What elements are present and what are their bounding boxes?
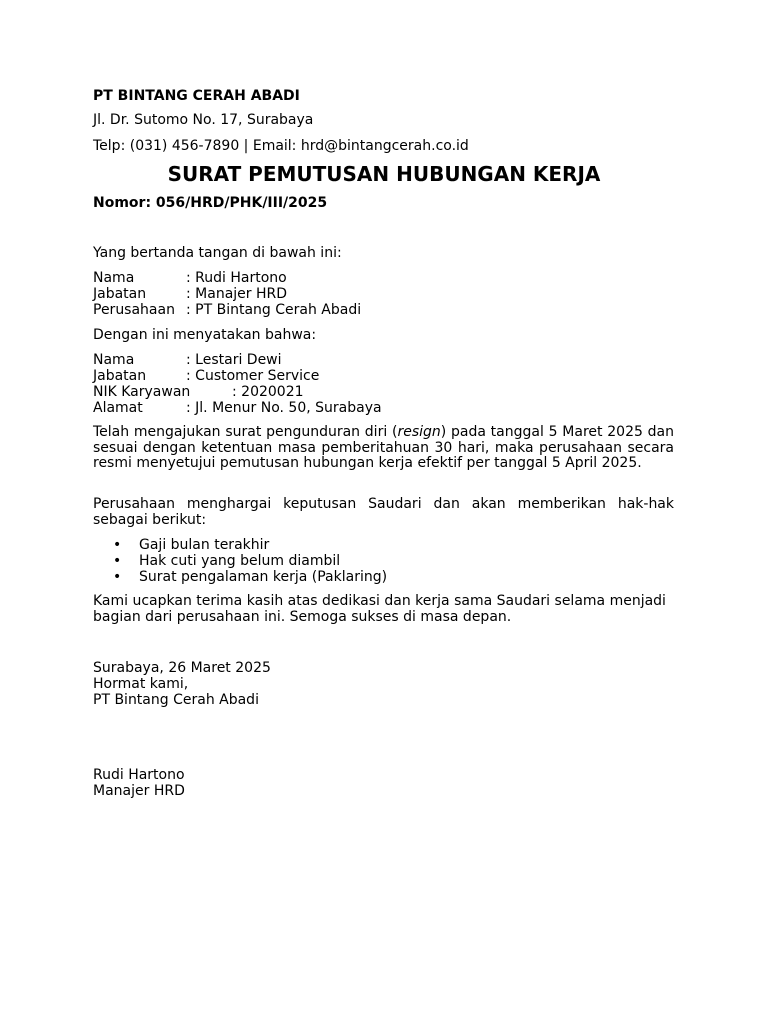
employee-position-label: Jabatan: [93, 368, 147, 384]
signer-company-value: : PT Bintang Cerah Abadi: [186, 302, 362, 318]
signer-name-value: : Rudi Hartono: [186, 270, 287, 286]
resignation-text-before: Telah mengajukan surat pengunduran diri (: [93, 424, 398, 440]
resignation-paragraph: [93, 425, 674, 472]
resignation-text-italic: resign: [397, 424, 441, 440]
signer-company-label: Perusahaan: [93, 302, 175, 318]
benefit-text: Gaji bulan terakhir: [139, 537, 270, 553]
signer-name-label: Nama: [93, 270, 135, 286]
letter-number: Nomor: 056/HRD/PHK/III/2025: [93, 195, 328, 211]
benefit-text: Hak cuti yang belum diambil: [139, 553, 341, 569]
company-address: Jl. Dr. Sutomo No. 17, Surabaya: [93, 112, 314, 128]
employee-position-value: : Customer Service: [186, 368, 320, 384]
signatory-position: Manajer HRD: [93, 783, 185, 799]
employee-nik-label: NIK Karyawan: [93, 384, 191, 400]
bullet-icon: •: [113, 569, 122, 585]
resignation-text-after: ) pada tanggal 5 Maret 2025 dan sesuai dengan ketentuan masa pemberitahuan 30 hari, maka perusahaan secara resmi menyetujui pemutusan hubungan kerja efektif per tanggal 5 April 2025.: [93, 424, 674, 472]
letter-title: SURAT PEMUTUSAN HUBUNGAN KERJA: [167, 162, 601, 186]
company-contact: Telp: (031) 456-7890 | Email: hrd@bintangcerah.co.id: [93, 138, 469, 154]
signer-position-value: : Manajer HRD: [186, 286, 288, 302]
closing-place-date: Surabaya, 26 Maret 2025: [93, 660, 271, 676]
bullet-icon: •: [113, 537, 122, 553]
employee-address-label: Alamat: [93, 400, 143, 416]
signatory-name: Rudi Hartono: [93, 767, 185, 783]
employee-name-label: Nama: [93, 352, 135, 368]
employee-name-value: : Lestari Dewi: [186, 352, 282, 368]
bullet-icon: •: [113, 553, 122, 569]
benefits-intro-paragraph: Perusahaan menghargai keputusan Saudari dan akan memberikan hak-hak sebagai berikut:: [93, 496, 674, 528]
thanks-paragraph: Kami ucapkan terima kasih atas dedikasi dan kerja sama Saudari selama menjadi bagian dari perusahaan ini. Semoga sukses di masa depan.: [93, 593, 666, 625]
closing-regards: Hormat kami,: [93, 676, 189, 692]
intro-text: Yang bertanda tangan di bawah ini:: [93, 245, 342, 261]
employee-address-value: : Jl. Menur No. 50, Surabaya: [186, 400, 382, 416]
signer-position-label: Jabatan: [93, 286, 147, 302]
closing-company: PT Bintang Cerah Abadi: [93, 692, 259, 708]
company-name: PT BINTANG CERAH ABADI: [93, 88, 300, 104]
statement-text: Dengan ini menyatakan bahwa:: [93, 327, 317, 343]
employee-nik-value: : 2020021: [232, 384, 304, 400]
benefit-text: Surat pengalaman kerja (Paklaring): [139, 569, 388, 585]
